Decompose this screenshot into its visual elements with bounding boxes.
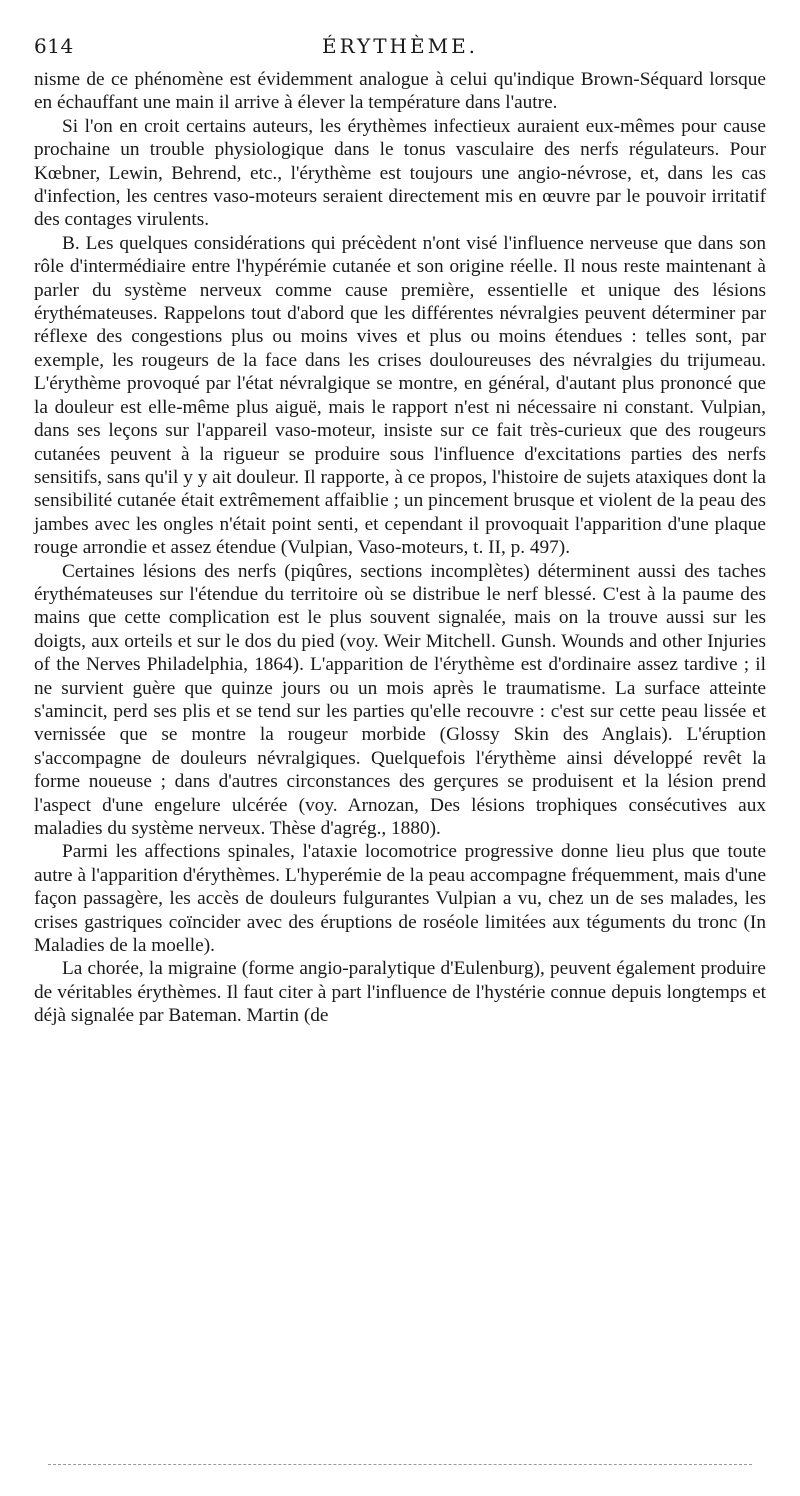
paragraph: Parmi les affections spinales, l'ataxie locomotrice progressive donne lieu plus que toute autre à l'apparition d'érythèmes. L'hyperémie de la peau accompagne fréquemment, mais d'une façon passagère, les accès de douleurs fulgurantes Vulpian a vu, chez un de ses malades, les crises gastriques coïncider avec des éruptions de roséole limitées aux téguments du tronc (In Maladies de la moelle). xyxy=(34,841,766,957)
page-number: 614 xyxy=(34,34,74,58)
footer-rule xyxy=(48,1464,752,1465)
paragraph: La chorée, la migraine (forme angio-paralytique d'Eulenburg), peuvent également produire de véritables érythèmes. Il faut citer à part l'influence de l'hystérie connue depuis longtemps et déjà signalée par Bateman. Martin (de xyxy=(34,958,766,1027)
paragraph: Si l'on en croit certains auteurs, les érythèmes infectieux auraient eux-mêmes pour cause prochaine un trouble physiologique dans le tonus vasculaire des nerfs régulateurs. Pour Kœbner, Lewin, Behrend, etc., l'érythème est toujours une angio-névrose, et, dans les cas d'infection, les centres vaso-moteurs seraient directement mis en œuvre par le pouvoir irritatif des contages virulents. xyxy=(34,115,766,231)
paragraph: B. Les quelques considérations qui précèdent n'ont visé l'influence nerveuse que dans son rôle d'intermédiaire entre l'hypérémie cutanée et son origine réelle. Il nous reste maintenant à parler du système nerveux comme cause première, essentielle et unique des lésions érythémateuses. Rappelons tout d'abord que les différentes névralgies peuvent déterminer par réflexe des congestions plus ou moins vives et plus ou moins étendues : telles sont, par exemple, les rougeurs de la face dans les crises douloureuses des névralgies du trijumeau. L'érythème provoqué par l'état névralgique se montre, en général, d'autant plus prononcé que la douleur est elle-même plus aiguë, mais le rapport n'est ni nécessaire ni constant. Vulpian, dans ses leçons sur l'appareil vaso-moteur, insiste sur ce fait très-curieux que des rougeurs cutanées peuvent à la rigueur se produire sous l'influence d'excitations parties des nerfs sensitifs, sans qu'il y y ait douleur. Il rapporte, à ce propos, l'histoire de sujets ataxiques dont la sensibilité cutanée était extrêmement affaiblie ; un pincement brusque et violent de la peau des jambes avec les ongles n'était point senti, et cependant il provoquait l'apparition d'une plaque rouge arrondie et assez étendue (Vulpian, Vaso-moteurs, t. II, p. 497). xyxy=(34,232,766,559)
body-text xyxy=(34,68,766,1028)
paragraph: Certaines lésions des nerfs (piqûres, sections incomplètes) déterminent aussi des taches érythémateuses sur l'étendue du territoire où se distribue le nerf blessé. C'est à la paume des mains que cette complication est le plus souvent signalée, mais on la trouve aussi sur les doigts, aux orteils et sur le dos du pied (voy. Weir Mitchell. Gunsh. Wounds and other Injuries of the Nerves Philadelphia, 1864). L'apparition de l'érythème est d'ordinaire assez tardive ; il ne survient guère que quinze jours ou un mois après le traumatisme. La surface atteinte s'amincit, perd ses plis et se tend sur les parties qu'elle recouvre : c'est sur cette peau lissée et vernissée que se montre la rougeur morbide (Glossy Skin des Anglais). L'éruption s'accompagne de douleurs névralgiques. Quelquefois l'érythème ainsi développé revêt la forme noueuse ; dans d'autres circonstances des gerçures se produisent et la lésion prend l'aspect d'une engelure ulcérée (voy. Arnozan, Des lésions trophiques consécutives aux maladies du système nerveux. Thèse d'agrég., 1880). xyxy=(34,560,766,839)
running-title: ÉRYTHÈME. xyxy=(321,34,479,58)
page-header xyxy=(34,30,766,68)
paragraph-continuation: nisme de ce phénomène est évidemment analogue à celui qu'indique Brown-Séquard lorsque en échauffant une main il arrive à élever la température dans l'autre. xyxy=(34,69,766,114)
